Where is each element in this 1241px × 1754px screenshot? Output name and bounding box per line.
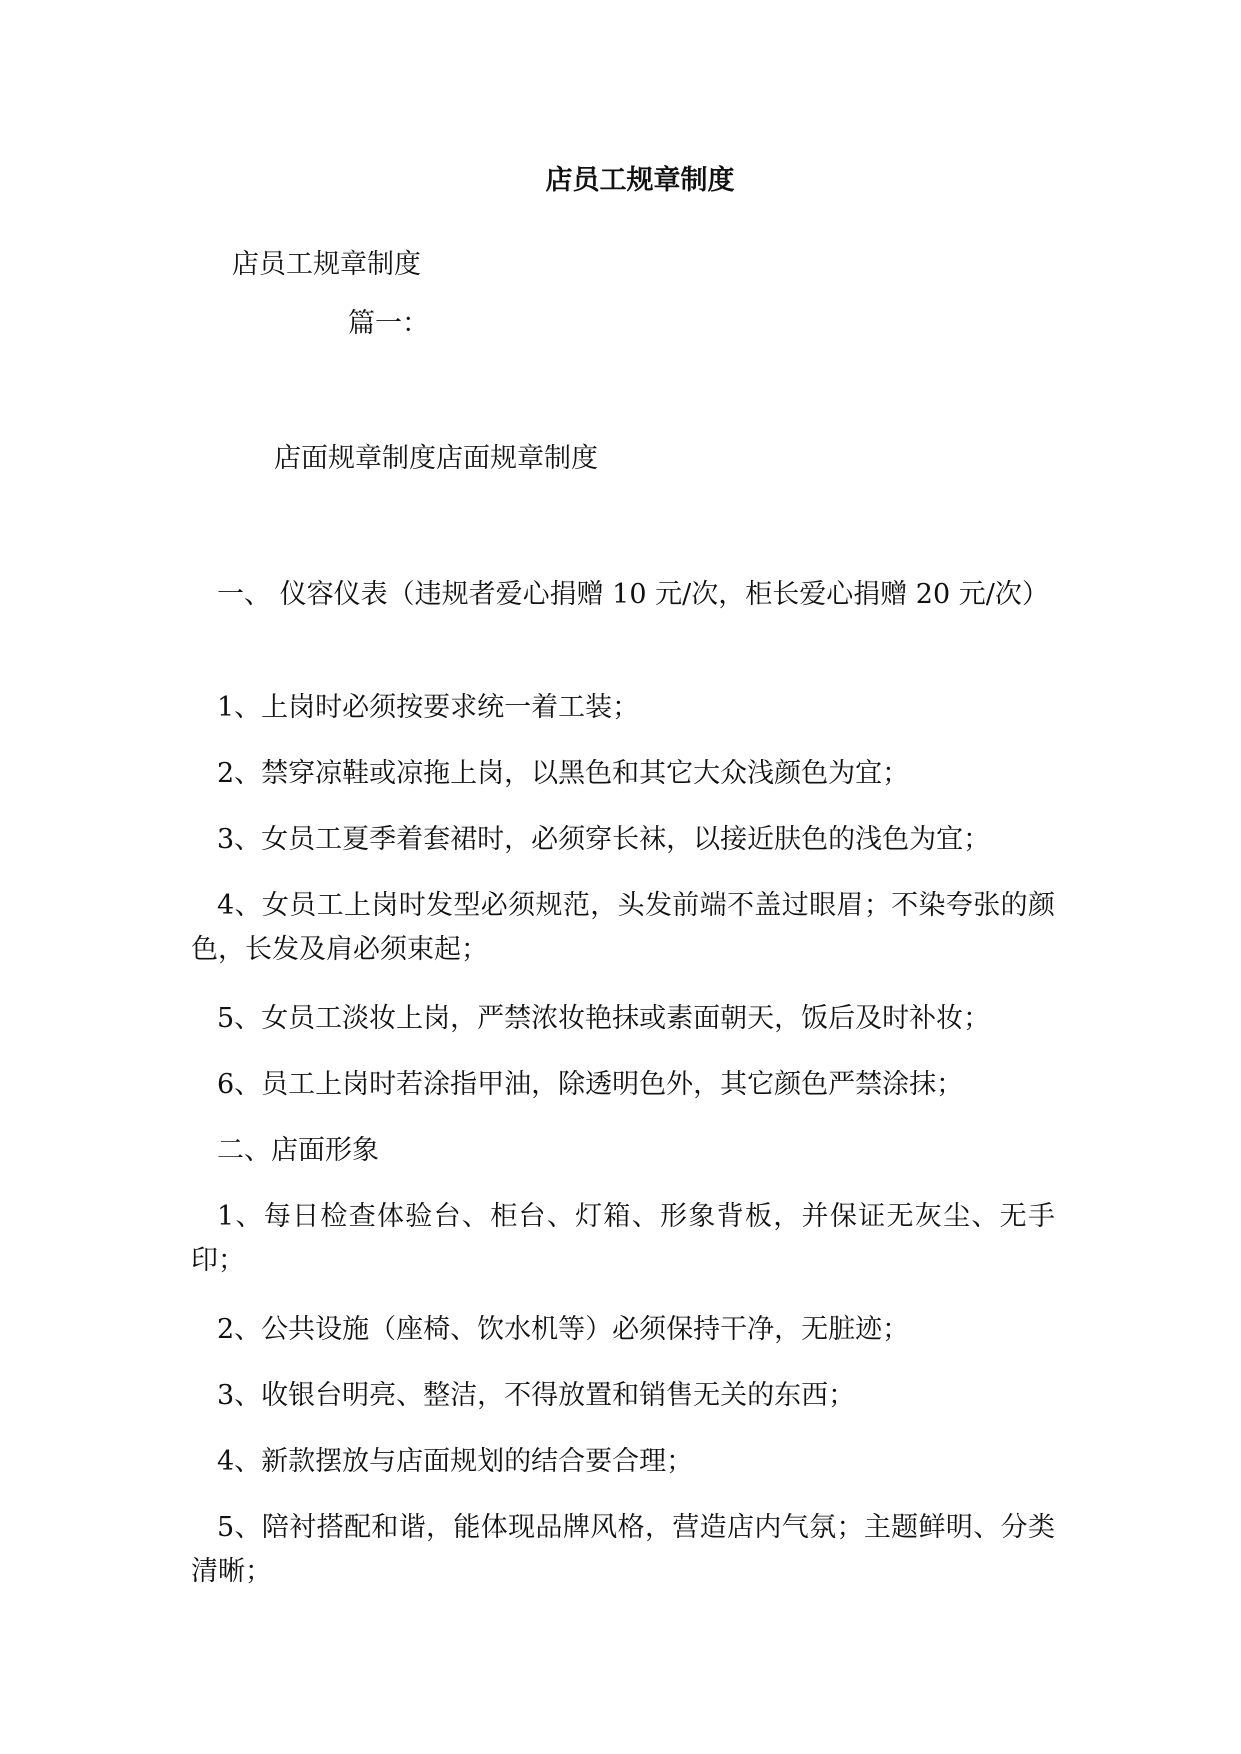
- paragraph-12: 5、陪衬搭配和谐，能体现品牌风格，营造店内气氛；主题鲜明、分类清晰；: [191, 1512, 1055, 1587]
- paragraph-8: 1、每日检查体验台、柜台、灯箱、形象背板，并保证无灰尘、无手印；: [191, 1201, 1055, 1276]
- paragraph-4: 3、女员工夏季着套裙时，必须穿长袜，以接近肤色的浅色为宜；: [217, 824, 991, 855]
- paragraph-10: 3、收银台明亮、整洁，不得放置和销售无关的东西；: [217, 1380, 856, 1411]
- paragraph-6: 5、女员工淡妆上岗，严禁浓妆艳抹或素面朝天，饭后及时补妆；: [217, 1003, 991, 1034]
- paragraph-2: 1、上岗时必须按要求统一着工装；: [217, 692, 640, 723]
- document-subtitle: 店员工规章制度: [232, 249, 421, 280]
- document-title: 店员工规章制度: [545, 165, 735, 196]
- paragraph-7: 6、员工上岗时若涂指甲油，除透明色外，其它颜色严禁涂抹；: [217, 1069, 964, 1100]
- section-heading-2: 二、店面形象: [217, 1135, 379, 1166]
- section-label: 篇一：: [348, 308, 429, 339]
- paragraph-11: 4、新款摆放与店面规划的结合要合理；: [217, 1446, 694, 1477]
- paragraph-5: 4、女员工上岗时发型必须规范，头发前端不盖过眼眉；不染夸张的颜色，长发及肩必须束起；: [191, 890, 1055, 965]
- paragraph-1: 一、 仪容仪表（违规者爱心捐赠 10 元/次，柜长爱心捐赠 20 元/次）: [217, 579, 1049, 610]
- paragraph-9: 2、公共设施（座椅、饮水机等）必须保持干净，无脏迹；: [217, 1314, 910, 1345]
- paragraph-3: 2、禁穿凉鞋或凉拖上岗，以黑色和其它大众浅颜色为宜；: [217, 758, 910, 789]
- sub-heading: 店面规章制度店面规章制度: [274, 443, 598, 474]
